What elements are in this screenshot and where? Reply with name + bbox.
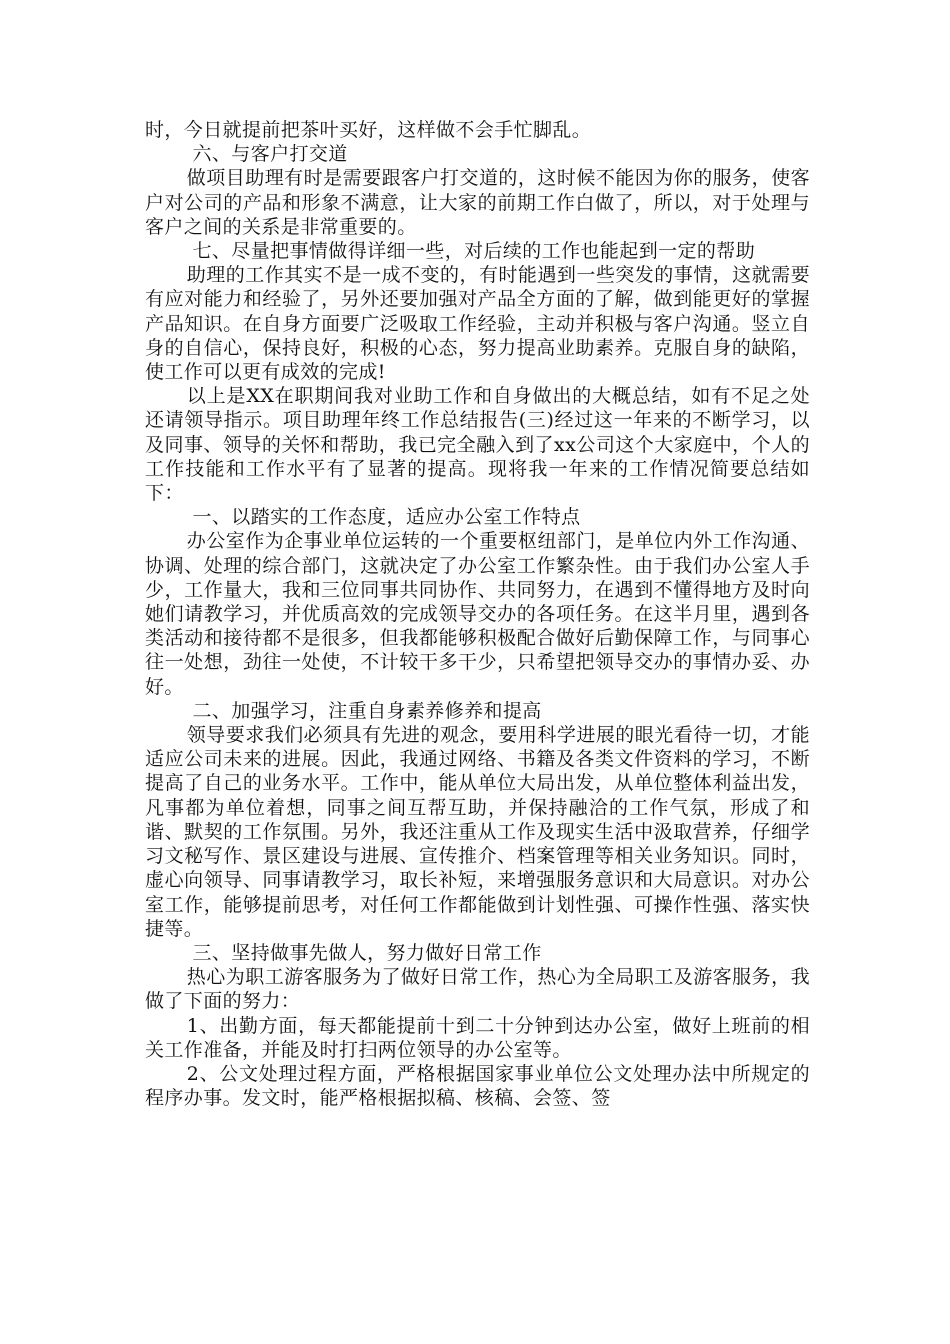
document-body xyxy=(145,118,810,1110)
paragraph: 做项目助理有时是需要跟客户打交道的，这时候不能因为你的服务，使客户对公司的产品和形象不满意，让大家的前期工作白做了，所以，对于处理与客户之间的关系是非常重要的。 xyxy=(145,167,810,238)
paragraph: 领导要求我们必须具有先进的观念，要用科学进展的眼光看待一切，才能适应公司未来的进展。因此，我通过网络、书籍及各类文件资料的学习，不断提高了自己的业务水平。工作中，能从单位大局出发，从单位整体利益出发，凡事都为单位着想，同事之间互帮互助，并保持融洽的工作气氛，形成了和谐、默契的工作氛围。另外，我还注重从工作及现实生活中汲取营养，仔细学习文秘写作、景区建设与进展、宣传推介、档案管理等相关业务知识。同时，虚心向领导、同事请教学习，取长补短，来增强服务意识和大局意识。对办公室工作，能够提前思考，对任何工作都能做到计划性强、可操作性强、落实快捷等。 xyxy=(145,724,810,940)
paragraph: 以上是XX在职期间我对业助工作和自身做出的大概总结，如有不足之处还请领导指示。项目助理年终工作总结报告(三)经过这一年来的不断学习，以及同事、领导的关怀和帮助，我已完全融入到了xx公司这个大家庭中，个人的工作技能和工作水平有了显著的提高。现将我一年来的工作情况简要总结如下： xyxy=(145,385,810,505)
section-heading: 六、与客户打交道 xyxy=(192,143,348,166)
list-item: 2、公文处理过程方面，严格根据国家事业单位公文处理办法中所规定的程序办事。发文时，能严格根据拟稿、核稿、会签、签 xyxy=(145,1062,810,1110)
paragraph: 办公室作为企事业单位运转的一个重要枢纽部门，是单位内外工作沟通、协调、处理的综合部门，这就决定了办公室工作繁杂性。由于我们办公室人手少，工作量大，我和三位同事共同协作、共同努力，在遇到不懂得地方及时向她们请教学习，并优质高效的完成领导交办的各项任务。在这半月里，遇到各类活动和接待都不是很多，但我都能够积极配合做好后勤保障工作，与同事心往一处想，劲往一处使，不计较干多干少，只希望把领导交办的事情办妥、办好。 xyxy=(145,530,810,698)
paragraph: 热心为职工游客服务为了做好日常工作，热心为全局职工及游客服务，我做了下面的努力： xyxy=(145,966,810,1013)
section-heading: 二、加强学习，注重自身素养修养和提高 xyxy=(192,699,542,722)
section-heading: 三、坚持做事先做人，努力做好日常工作 xyxy=(192,941,542,964)
section-heading: 七、尽量把事情做得详细一些，对后续的工作也能起到一定的帮助 xyxy=(192,240,756,263)
section-heading: 一、以踏实的工作态度，适应办公室工作特点 xyxy=(192,506,581,529)
paragraph: 时，今日就提前把茶叶买好，这样做不会手忙脚乱。 xyxy=(145,119,592,141)
list-item: 1、出勤方面，每天都能提前十到二十分钟到达办公室，做好上班前的相关工作准备，并能及时打扫两位领导的办公室等。 xyxy=(145,1014,810,1061)
paragraph: 助理的工作其实不是一成不变的，有时能遇到一些突发的事情，这就需要有应对能力和经验了，另外还要加强对产品全方面的了解，做到能更好的掌握产品知识。在自身方面要广泛吸取工作经验，主动并积极与客户沟通。竖立自身的自信心，保持良好，积极的心态，努力提高业助素养。克服自身的缺陷，使工作可以更有成效的完成! xyxy=(145,264,810,384)
